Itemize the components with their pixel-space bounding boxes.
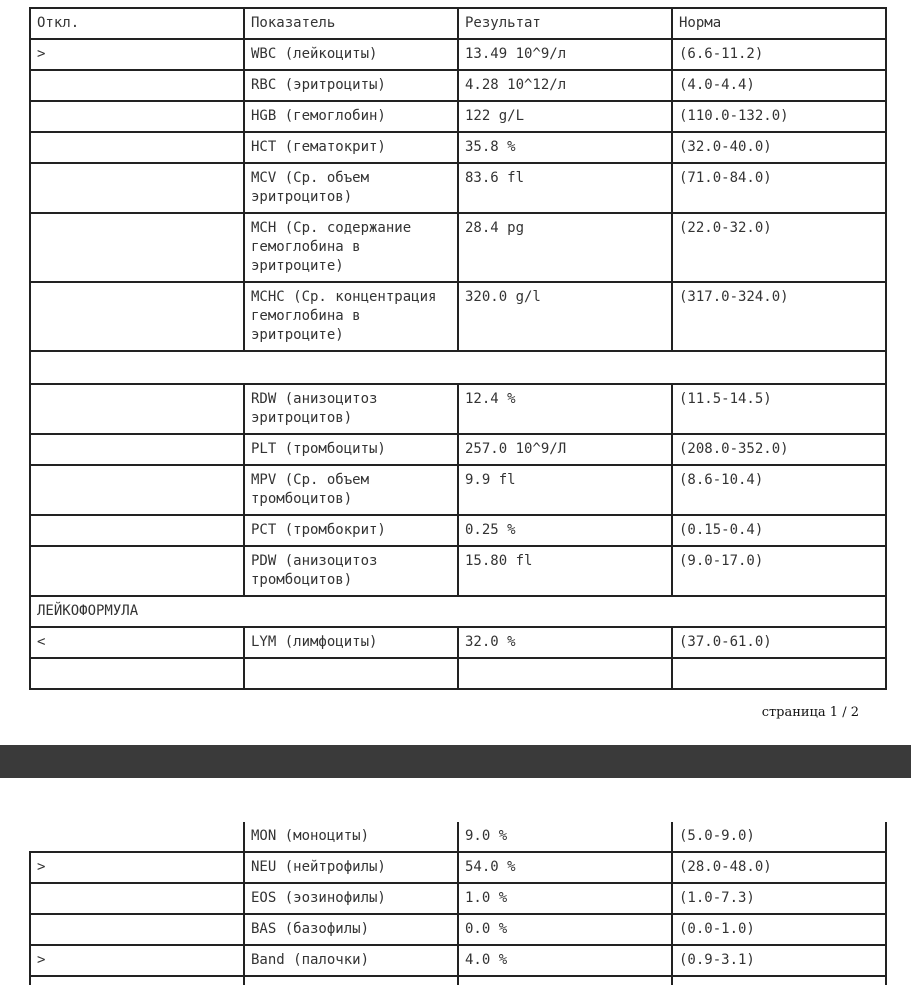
flag-cell (30, 434, 244, 465)
flag-cell (30, 465, 244, 515)
flag-cell (30, 515, 244, 546)
result-cell: 28.4 pg (458, 213, 672, 282)
table-row (30, 132, 886, 163)
norm-cell: (28.0-48.0) (672, 852, 886, 883)
flag-cell: > (30, 852, 244, 883)
table-row (30, 883, 886, 914)
table-row (30, 822, 886, 852)
result-cell: 12.4 % (458, 384, 672, 434)
indicator-cell: NEU (нейтрофилы) (244, 852, 458, 883)
flag-cell (30, 282, 244, 351)
header-norm: Норма (672, 8, 886, 39)
result-cell: 54.0 % (458, 852, 672, 883)
norm-cell: (37.0-61.0) (672, 627, 886, 658)
empty-cell (458, 976, 672, 985)
norm-cell: (22.0-32.0) (672, 213, 886, 282)
table-row (30, 39, 886, 70)
indicator-cell: Band (палочки) (244, 945, 458, 976)
empty-cell (458, 658, 672, 689)
result-cell: 9.0 % (458, 822, 672, 852)
result-cell: 83.6 fl (458, 163, 672, 213)
empty-cell (672, 976, 886, 985)
indicator-cell: BAS (базофилы) (244, 914, 458, 945)
result-cell: 4.0 % (458, 945, 672, 976)
flag-cell (30, 70, 244, 101)
norm-cell: (9.0-17.0) (672, 546, 886, 596)
result-cell: 9.9 fl (458, 465, 672, 515)
flag-cell (30, 132, 244, 163)
table-row (30, 213, 886, 282)
indicator-cell: PDW (анизоцитоз тромбоцитов) (244, 546, 458, 596)
table-row (30, 101, 886, 132)
empty-cell (30, 976, 244, 985)
header-flag: Откл. (30, 8, 244, 39)
indicator-cell: MPV (Ср. объем тромбоцитов) (244, 465, 458, 515)
table-row (30, 434, 886, 465)
norm-cell: (208.0-352.0) (672, 434, 886, 465)
flag-cell (30, 213, 244, 282)
indicator-cell: LYM (лимфоциты) (244, 627, 458, 658)
flag-cell (30, 822, 244, 852)
table-row (30, 384, 886, 434)
flag-cell: > (30, 945, 244, 976)
result-cell: 4.28 10^12/л (458, 70, 672, 101)
indicator-cell: MON (моноциты) (244, 822, 458, 852)
table-row (30, 515, 886, 546)
flag-cell (30, 883, 244, 914)
section-title: ЛЕЙКОФОРМУЛА (30, 596, 886, 627)
table-row (30, 546, 886, 596)
norm-cell: (0.9-3.1) (672, 945, 886, 976)
norm-cell: (110.0-132.0) (672, 101, 886, 132)
empty-cell (30, 658, 244, 689)
result-cell: 0.25 % (458, 515, 672, 546)
table-header-row (30, 8, 886, 39)
norm-cell: (317.0-324.0) (672, 282, 886, 351)
table-row (30, 70, 886, 101)
empty-cell (244, 976, 458, 985)
flag-cell (30, 914, 244, 945)
indicator-cell: RBC (эритроциты) (244, 70, 458, 101)
table-row (30, 163, 886, 213)
report-page-2 (29, 822, 887, 985)
norm-cell: (0.0-1.0) (672, 914, 886, 945)
table-row (30, 627, 886, 658)
norm-cell: (4.0-4.4) (672, 70, 886, 101)
norm-cell: (8.6-10.4) (672, 465, 886, 515)
flag-cell: < (30, 627, 244, 658)
result-cell: 0.0 % (458, 914, 672, 945)
result-cell: 257.0 10^9/Л (458, 434, 672, 465)
table-row (30, 282, 886, 351)
lab-results-table-continued (29, 822, 887, 985)
empty-cell (672, 658, 886, 689)
result-cell: 13.49 10^9/л (458, 39, 672, 70)
page-separator (0, 745, 911, 778)
section-row (30, 596, 886, 627)
indicator-cell: HGB (гемоглобин) (244, 101, 458, 132)
indicator-cell: PCT (тромбокрит) (244, 515, 458, 546)
lab-results-table (29, 7, 887, 690)
flag-cell (30, 101, 244, 132)
blank-cell (30, 351, 886, 384)
table-row (30, 914, 886, 945)
header-result: Результат (458, 8, 672, 39)
page-number-label: страница 1 / 2 (761, 705, 859, 720)
indicator-cell: HCT (гематокрит) (244, 132, 458, 163)
indicator-cell: PLT (тромбоциты) (244, 434, 458, 465)
indicator-cell: MCV (Ср. объем эритроцитов) (244, 163, 458, 213)
norm-cell: (0.15-0.4) (672, 515, 886, 546)
norm-cell: (32.0-40.0) (672, 132, 886, 163)
report-page-1 (29, 7, 887, 704)
table-row (30, 852, 886, 883)
flag-cell (30, 163, 244, 213)
norm-cell: (1.0-7.3) (672, 883, 886, 914)
result-cell: 1.0 % (458, 883, 672, 914)
result-cell: 320.0 g/l (458, 282, 672, 351)
indicator-cell: EOS (эозинофилы) (244, 883, 458, 914)
norm-cell: (5.0-9.0) (672, 822, 886, 852)
result-cell: 122 g/L (458, 101, 672, 132)
empty-cell (244, 658, 458, 689)
page-number (0, 705, 859, 720)
header-indicator: Показатель (244, 8, 458, 39)
norm-cell: (6.6-11.2) (672, 39, 886, 70)
indicator-cell: RDW (анизоцитоз эритроцитов) (244, 384, 458, 434)
flag-cell: > (30, 39, 244, 70)
flag-cell (30, 384, 244, 434)
result-cell: 32.0 % (458, 627, 672, 658)
indicator-cell: WBC (лейкоциты) (244, 39, 458, 70)
table-row-partial (30, 976, 886, 985)
table-row-partial (30, 658, 886, 689)
result-cell: 35.8 % (458, 132, 672, 163)
flag-cell (30, 546, 244, 596)
norm-cell: (71.0-84.0) (672, 163, 886, 213)
blank-row (30, 351, 886, 384)
result-cell: 15.80 fl (458, 546, 672, 596)
table-row (30, 465, 886, 515)
indicator-cell: MCH (Ср. содержание гемоглобина в эритроците) (244, 213, 458, 282)
indicator-cell: MCHC (Ср. концентрация гемоглобина в эритроците) (244, 282, 458, 351)
table-row (30, 945, 886, 976)
norm-cell: (11.5-14.5) (672, 384, 886, 434)
